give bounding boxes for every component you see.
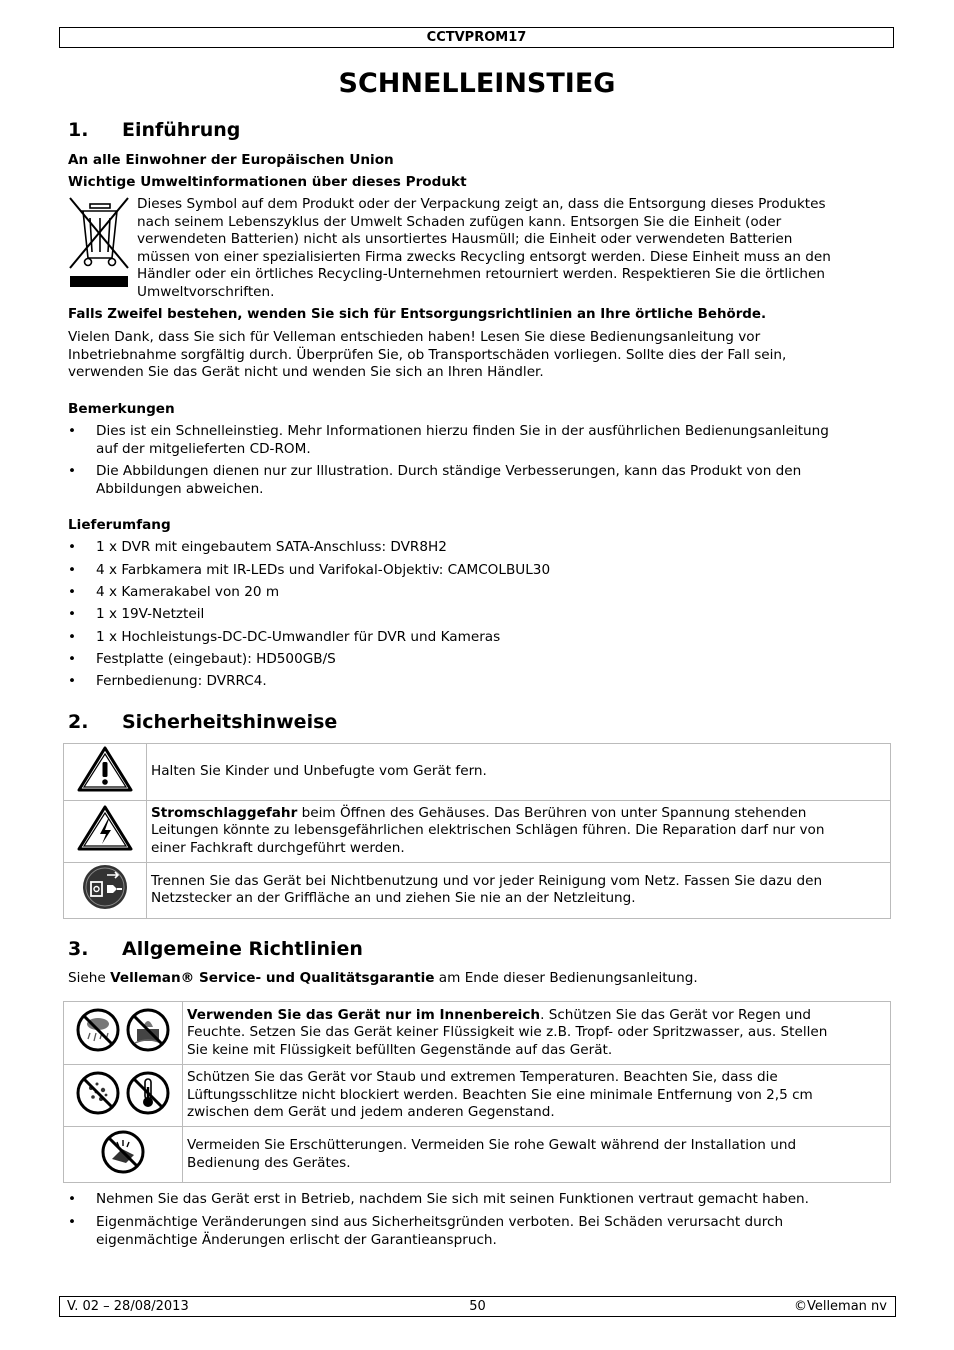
table-row: [64, 862, 891, 918]
eu-heading: An alle Einwohner der Europäischen Union: [68, 152, 394, 168]
safety-table: [63, 743, 891, 919]
guideline-text-line: Feuchte. Setzen Sie das Gerät keiner Flüssigkeit wie z.B. Tropf- oder Spritzwasser, aus. Stellen: [187, 1024, 828, 1041]
bullet-icon: •: [68, 463, 77, 479]
env-text: [137, 196, 897, 301]
header-box: [59, 27, 894, 48]
guideline-text-line: Bedienung des Gerätes.: [187, 1154, 351, 1171]
table-cell-icon: [64, 800, 147, 862]
list-item-text: 1 x DVR mit eingebautem SATA-Anschluss: DVR8H2: [96, 539, 447, 555]
section2-title: Sicherheitshinweise: [122, 711, 338, 733]
guideline-text-line: Lüftungsschlitze nicht blockiert werden. Beachten Sie eine minimale Entfernung von 2,5 cm: [187, 1086, 813, 1103]
safety-text-line: einer Fachkraft durchgeführt werden.: [151, 839, 405, 856]
doubt-notice: Falls Zweifel bestehen, wenden Sie sich für Entsorgungsrichtlinien an Ihre örtliche Behörde.: [68, 307, 767, 322]
intro-bold-text: Velleman® Service- und Qualitätsgarantie: [110, 970, 435, 986]
table-cell-icon: [64, 1065, 183, 1127]
table-cell-icon: [64, 744, 147, 801]
safety-text: beim Öffnen des Gehäuses. Das Berühren von unter Spannung stehenden: [297, 804, 807, 821]
safety-text-line: Leitungen könnte zu lebensgefährlichen elektrischen Schlägen führen. Die Reparation darf nur von: [151, 822, 825, 839]
bullet-icon: •: [68, 562, 77, 578]
page-title: SCHNELLEINSTIEG: [338, 68, 616, 99]
bullet-icon: •: [68, 673, 77, 689]
list-item-text: 4 x Farbkamera mit IR-LEDs und Varifokal-Objektiv: CAMCOLBUL30: [96, 562, 551, 578]
footer-version: V. 02 – 28/08/2013: [67, 1299, 189, 1314]
guideline-text-line: [187, 1007, 882, 1025]
remarks-heading: Bemerkungen: [68, 401, 175, 417]
list-item-line: auf der mitgelieferten CD-ROM.: [96, 440, 311, 457]
table-row: [64, 1002, 891, 1065]
list-item-text: Fernbedienung: DVRRC4.: [96, 673, 267, 689]
list-item-text: Nehmen Sie das Gerät erst in Betrieb, nachdem Sie sich mit seinen Funktionen vertraut gemacht haben.: [96, 1191, 809, 1207]
bullet-icon: •: [68, 651, 77, 667]
guideline-text-line: Vermeiden Sie Erschütterungen. Vermeiden Sie rohe Gewalt während der Installation und: [187, 1137, 797, 1153]
table-cell-text: [147, 744, 891, 801]
warning-triangle-icon: [75, 744, 135, 794]
list-item-line: Die Abbildungen dienen nur zur Illustration. Durch ständige Verbesserungen, kann das Produkt von den: [96, 463, 802, 479]
guideline-bold-text: Verwenden Sie das Gerät nur im Innenbereich: [187, 1006, 541, 1023]
env-line: verwendeten Batterien) nicht als unsortiertes Hausmüll; die Einheit oder verwendeten Batterien: [137, 231, 793, 247]
footer-copyright: ©Velleman nv: [793, 1299, 887, 1314]
env-line: nach seinem Lebenszyklus der Umwelt Schaden zufügen kann. Entsorgen Sie die Einheit (oder: [137, 213, 782, 230]
env-line: Umweltvorschriften.: [137, 283, 275, 300]
page-number: 50: [469, 1299, 486, 1314]
table-cell-text: [147, 800, 891, 862]
thanks-line: Vielen Dank, dass Sie sich für Velleman entschieden haben! Lesen Sie diese Bedienungsanleitung vor: [68, 329, 761, 345]
safety-text-line: Halten Sie Kinder und Unbefugte vom Gerät fern.: [151, 763, 487, 779]
section3-intro: [68, 970, 898, 988]
thanks-line: Inbetriebnahme sorgfältig durch. Überprüfen Sie, ob Transportschäden vorliegen. Sollte dies der Fall sein,: [68, 346, 787, 363]
table-row: [64, 1065, 891, 1127]
header-model: CCTVPROM17: [426, 30, 527, 45]
footer-box: [59, 1296, 896, 1317]
guideline-text-line: zwischen dem Gerät und jedem anderen Gegenstand.: [187, 1104, 555, 1121]
env-line: Dieses Symbol auf dem Produkt oder der Verpackung zeigt an, dass die Entsorgung dieses Produktes: [137, 196, 826, 212]
weee-bin-icon: [68, 196, 132, 290]
list-item-line: eigenmächtige Änderungen erlischt der Garantieanspruch.: [96, 1231, 497, 1248]
table-row: [64, 1127, 891, 1183]
guideline-text-line: Sie keine mit Flüssigkeit befüllten Gegenstände auf das Gerät.: [187, 1041, 613, 1058]
list-item-line: Eigenmächtige Veränderungen sind aus Sicherheitsgründen verboten. Bei Schäden verursacht durch: [96, 1214, 784, 1230]
table-cell-text: [183, 1127, 891, 1183]
table-cell-icon: [64, 862, 147, 918]
guideline-text: . Schützen Sie das Gerät vor Regen und: [540, 1006, 811, 1023]
list-item-text: Festplatte (eingebaut): HD500GB/S: [96, 651, 336, 667]
table-cell-text: [183, 1065, 891, 1127]
section3-number: 3.: [68, 938, 89, 960]
list-item-text: 4 x Kamerakabel von 20 m: [96, 584, 280, 600]
guidelines-table: [63, 1001, 891, 1183]
thanks-line: verwenden Sie das Gerät nicht und wenden Sie sich an Ihren Händler.: [68, 364, 544, 380]
electric-shock-icon: [75, 803, 135, 853]
guideline-text-line: Schützen Sie das Gerät vor Staub und extremen Temperaturen. Beachten Sie, dass die: [187, 1069, 778, 1086]
table-cell-text: [183, 1002, 891, 1065]
bullet-icon: •: [68, 1214, 77, 1230]
section3-title: Allgemeine Richtlinien: [122, 938, 363, 960]
bullet-icon: •: [68, 629, 77, 645]
env-heading: Wichtige Umweltinformationen über dieses Produkt: [68, 174, 467, 190]
bullet-icon: •: [68, 584, 77, 600]
list-item-line: Dies ist ein Schnelleinstieg. Mehr Informationen hierzu finden Sie in der ausführlichen Bedienungsanleitung: [96, 423, 829, 439]
no-shock-icon: [100, 1129, 146, 1175]
table-row: [64, 800, 891, 862]
table-row: [64, 744, 891, 801]
intro-text: am Ende dieser Bedienungsanleitung.: [434, 970, 698, 986]
thanks-paragraph: [68, 329, 888, 382]
delivery-heading: Lieferumfang: [68, 517, 171, 533]
safety-text-line: Netzstecker an der Griffläche an und ziehen Sie nie an der Netzleitung.: [151, 890, 636, 906]
table-cell-icon: [64, 1002, 183, 1065]
section2-number: 2.: [68, 711, 89, 733]
no-temperature-icon: [125, 1070, 171, 1116]
section1-title: Einführung: [122, 119, 241, 141]
safety-text-line: [151, 805, 882, 823]
table-cell-text: [147, 862, 891, 918]
env-line: Händler oder ein örtliches Recycling-Unternehmen retourniert werden. Respektieren Sie die örtlichen: [137, 266, 826, 282]
list-item-text: 1 x 19V-Netzteil: [96, 606, 205, 622]
no-liquid-icon: [125, 1007, 171, 1053]
safety-bold-text: Stromschlaggefahr: [151, 804, 298, 821]
env-line: müssen von einer spezialisierten Firma zwecks Recycling entsorgt werden. Diese Einheit muss an den: [137, 248, 831, 265]
section1-number: 1.: [68, 119, 89, 141]
no-dust-icon: [75, 1070, 121, 1116]
safety-text-line: Trennen Sie das Gerät bei Nichtbenutzung und vor jeder Reinigung vom Netz. Fassen Sie dazu den: [151, 872, 823, 889]
list-item-line: Abbildungen abweichen.: [96, 480, 264, 497]
bullet-icon: •: [68, 606, 77, 622]
list-item-text: 1 x Hochleistungs-DC-DC-Umwandler für DVR und Kameras: [96, 629, 501, 645]
bullet-icon: •: [68, 1191, 77, 1207]
intro-text: Siehe: [68, 970, 111, 986]
bullet-icon: •: [68, 423, 77, 439]
unplug-icon: [81, 863, 129, 911]
bullet-icon: •: [68, 539, 77, 555]
table-cell-icon: [64, 1127, 183, 1183]
no-rain-icon: [75, 1007, 121, 1053]
